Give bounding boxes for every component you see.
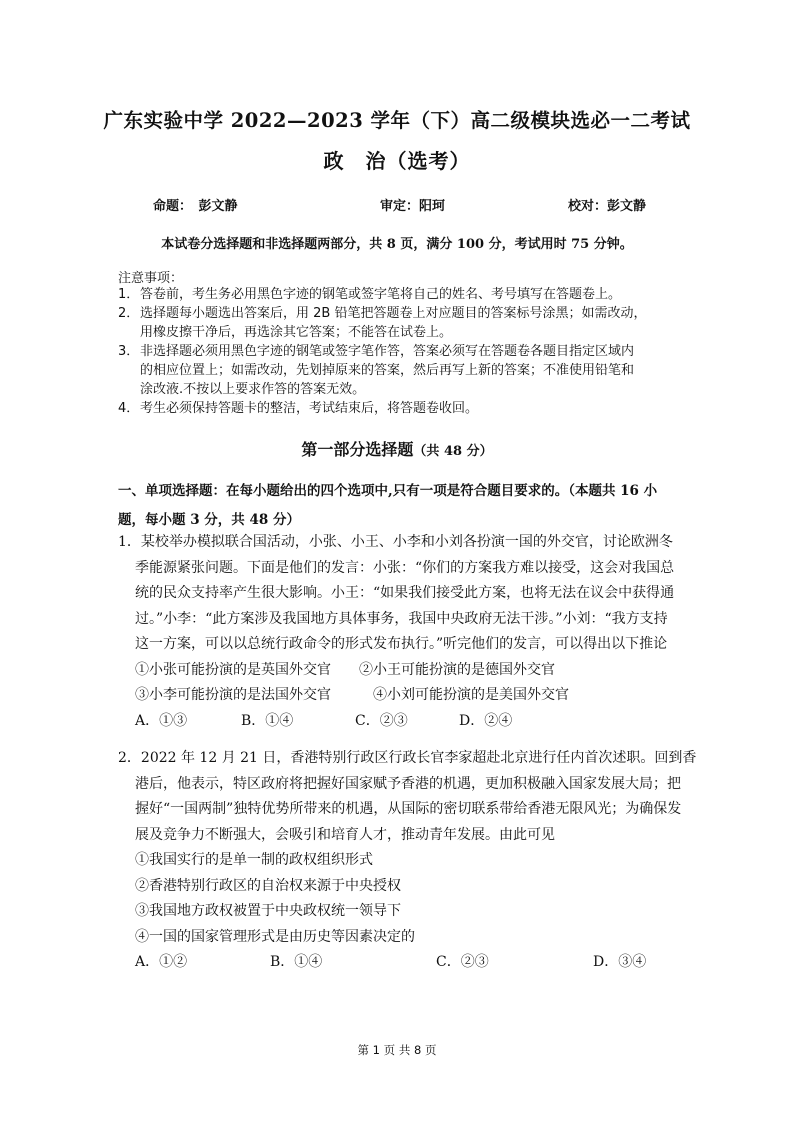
question-stem-line: 过。”小李：“此方案涉及我国地方具体事务，我国中央政府无法干涉。”小刘：“我方支持 bbox=[135, 610, 668, 627]
reviewer-label: 审定：阳珂 bbox=[380, 199, 446, 214]
exam-title: 广东实验中学 2022—2023 学年（下）高二级模块选必一二考试 bbox=[103, 109, 691, 132]
question-2 bbox=[118, 746, 697, 976]
statement-line: ③小李可能扮演的是法国外交官 ④小刘可能扮演的是美国外交官 bbox=[135, 687, 569, 703]
notice-number: 2． bbox=[118, 306, 140, 321]
proofreader-label: 校对：彭文静 bbox=[568, 199, 647, 214]
option-c[interactable]: C．②③ bbox=[436, 954, 489, 970]
question-1 bbox=[118, 530, 683, 734]
statement-line: ①我国实行的是单一制的政权组织形式 bbox=[135, 852, 373, 868]
options-row bbox=[118, 709, 683, 735]
statement-line: ③我国地方政权被置于中央政权统一领导下 bbox=[135, 903, 401, 919]
question-stem-line: 统的民众支持率产生很大影响。小王：“如果我们接受此方案，也将无法在议会中获得通 bbox=[135, 585, 675, 601]
notice-text: 选择题每小题选出答案后，用 2B 铅笔把答题卷上对应题目的答案标号涂黑；如需改动， bbox=[140, 306, 647, 321]
question-stem-line: 1．某校举办模拟联合国活动，小张、小王、小李和小刘各扮演一国的外交官，讨论欧洲冬 bbox=[118, 534, 673, 550]
option-d[interactable]: D．③④ bbox=[593, 954, 647, 970]
exam-info: 本试卷分选择题和非选择题两部分，共 8 页，满分 100 分，考试用时 75 分钟。 bbox=[161, 237, 633, 252]
part-one-score: （共 48 分） bbox=[413, 444, 493, 459]
question-stem-line: 握好“一国两制”独特优势所带来的机遇，从国际的密切联系带给香港无限风光；为确保发 bbox=[135, 801, 682, 817]
notice-text: 用橡皮擦干净后，再选涂其它答案；不能答在试卷上。 bbox=[140, 325, 453, 340]
notice-number: 4． bbox=[118, 401, 140, 416]
notice-heading: 注意事项： bbox=[118, 271, 184, 286]
part-one-heading: 第一部分选择题 bbox=[301, 440, 414, 459]
notice-text: 答卷前，考生务必用黑色字迹的钢笔或签字笔将自己的姓名、考号填写在答题卷上。 bbox=[140, 287, 622, 302]
exam-subject: 政 治（选考） bbox=[323, 149, 471, 173]
question-stem-line: 这一方案，可以以总统行政命令的形式发布执行。”听完他们的发言，可以得出以下推论 bbox=[135, 636, 668, 652]
question-stem-line: 展及竞争力不断强大，会吸引和培育人才，推动青年发展。由此可见 bbox=[135, 826, 555, 843]
notice-text: 的相应位置上；如需改动，先划掉原来的答案，然后再写上新的答案；不准使用铅笔和 bbox=[140, 363, 635, 378]
statement-line: ②香港特别行政区的自治权来源于中央授权 bbox=[135, 877, 401, 894]
question-stem-line: 港后，他表示，特区政府将把握好国家赋予香港的机遇，更加积极融入国家发展大局；把 bbox=[135, 775, 681, 792]
notice-item-3 bbox=[118, 342, 634, 399]
question-stem-line: 季能源紧张问题。下面是他们的发言：小张：“你们的方案我方难以接受，这会对我国总 bbox=[135, 559, 675, 576]
notice-text: 考生必须保持答题卡的整洁，考试结束后，将答题卷收回。 bbox=[140, 401, 479, 416]
notice-item-4 bbox=[118, 399, 478, 418]
notice-number: 1． bbox=[118, 287, 140, 302]
notice-number: 3． bbox=[118, 344, 140, 359]
notice-item-1 bbox=[118, 285, 621, 304]
statement-line: ④一国的国家管理形式是由历史等因素决定的 bbox=[135, 928, 415, 945]
option-b[interactable]: B．①④ bbox=[241, 712, 294, 729]
option-b[interactable]: B．①④ bbox=[270, 954, 323, 970]
option-d[interactable]: D．②④ bbox=[459, 712, 513, 729]
notice-text: 非选择题必须用黑色字迹的钢笔或签字笔作答，答案必须写在答题卷各题目指定区域内 bbox=[140, 344, 635, 359]
options-row bbox=[118, 950, 683, 976]
option-a[interactable]: A．①③ bbox=[135, 712, 188, 729]
setter-label: 命题： 彭文静 bbox=[153, 199, 238, 214]
question-stem-line: 2．2022 年 12 月 21 日，香港特别行政区行政长官李家超赴北京进行任内首次述职。回到香 bbox=[118, 750, 697, 766]
page-number: 第 1 页 共 8 页 bbox=[357, 1043, 437, 1057]
option-a[interactable]: A．①② bbox=[135, 954, 188, 970]
statement-line: ①小张可能扮演的是英国外交官 ②小王可能扮演的是德国外交官 bbox=[135, 661, 555, 678]
option-c[interactable]: C．②③ bbox=[355, 712, 408, 729]
section-instructions: 一、单项选择题：在每小题给出的四个选项中,只有一项是符合题目要求的。（本题共 16 小题，每小题 3 分，共 48 分） bbox=[118, 483, 658, 528]
notice-text: 涂改液.不按以上要求作答的答案无效。 bbox=[140, 382, 366, 397]
notice-item-2 bbox=[118, 304, 646, 342]
part-one-title bbox=[0, 437, 794, 460]
